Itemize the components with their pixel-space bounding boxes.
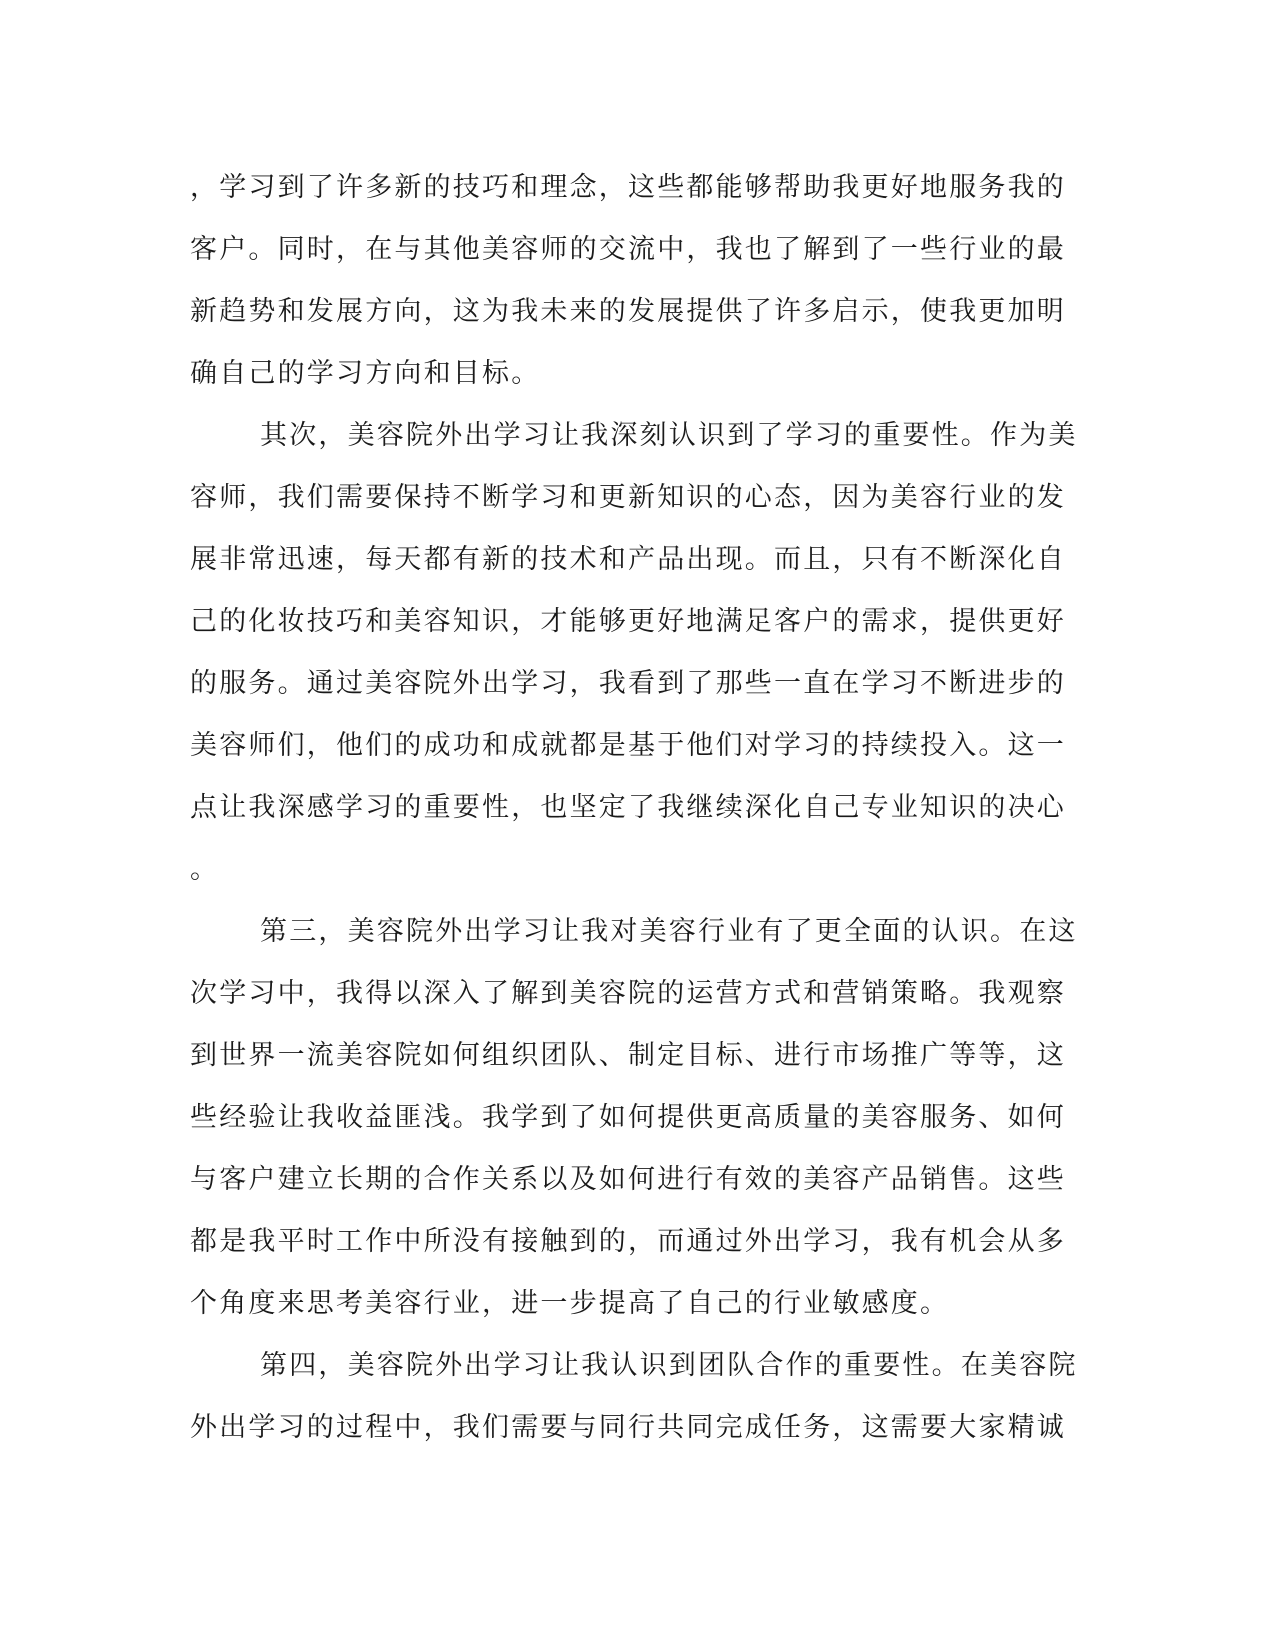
text-line: 美容师们，他们的成功和成就都是基于他们对学习的持续投入。这一: [190, 730, 1066, 761]
paragraph-start-line: 第四，美容院外出学习让我认识到团队合作的重要性。在美容院: [260, 1350, 1078, 1381]
document-body: [190, 168, 1080, 1470]
text-line: 到世界一流美容院如何组织团队、制定目标、进行市场推广等等，这: [190, 1040, 1066, 1071]
text-line: 己的化妆技巧和美容知识，才能够更好地满足客户的需求，提供更好: [190, 606, 1066, 637]
text-line: 点让我深感学习的重要性，也坚定了我继续深化自己专业知识的决心: [190, 792, 1066, 823]
text-line: 新趋势和发展方向，这为我未来的发展提供了许多启示，使我更加明: [190, 296, 1066, 327]
text-line: 些经验让我收益匪浅。我学到了如何提供更高质量的美容服务、如何: [190, 1102, 1066, 1133]
text-line: 外出学习的过程中，我们需要与同行共同完成任务，这需要大家精诚: [190, 1412, 1066, 1443]
text-line: 客户。同时，在与其他美容师的交流中，我也了解到了一些行业的最: [190, 234, 1066, 265]
text-line: 都是我平时工作中所没有接触到的，而通过外出学习，我有机会从多: [190, 1226, 1066, 1257]
text-line: 个角度来思考美容行业，进一步提高了自己的行业敏感度。: [190, 1288, 950, 1319]
text-line: 容师，我们需要保持不断学习和更新知识的心态，因为美容行业的发: [190, 482, 1066, 513]
text-line: 与客户建立长期的合作关系以及如何进行有效的美容产品销售。这些: [190, 1164, 1066, 1195]
text-line: 确自己的学习方向和目标。: [190, 358, 541, 389]
text-line: 次学习中，我得以深入了解到美容院的运营方式和营销策略。我观察: [190, 978, 1066, 1009]
text-line: 。: [190, 854, 220, 885]
paragraph-start-line: 第三，美容院外出学习让我对美容行业有了更全面的认识。在这: [260, 916, 1078, 947]
text-line: 展非常迅速，每天都有新的技术和产品出现。而且，只有不断深化自: [190, 544, 1066, 575]
text-line: ，学习到了许多新的技巧和理念，这些都能够帮助我更好地服务我的: [190, 172, 1066, 203]
paragraph-start-line: 其次，美容院外出学习让我深刻认识到了学习的重要性。作为美: [260, 420, 1078, 451]
text-line: 的服务。通过美容院外出学习，我看到了那些一直在学习不断进步的: [190, 668, 1066, 699]
